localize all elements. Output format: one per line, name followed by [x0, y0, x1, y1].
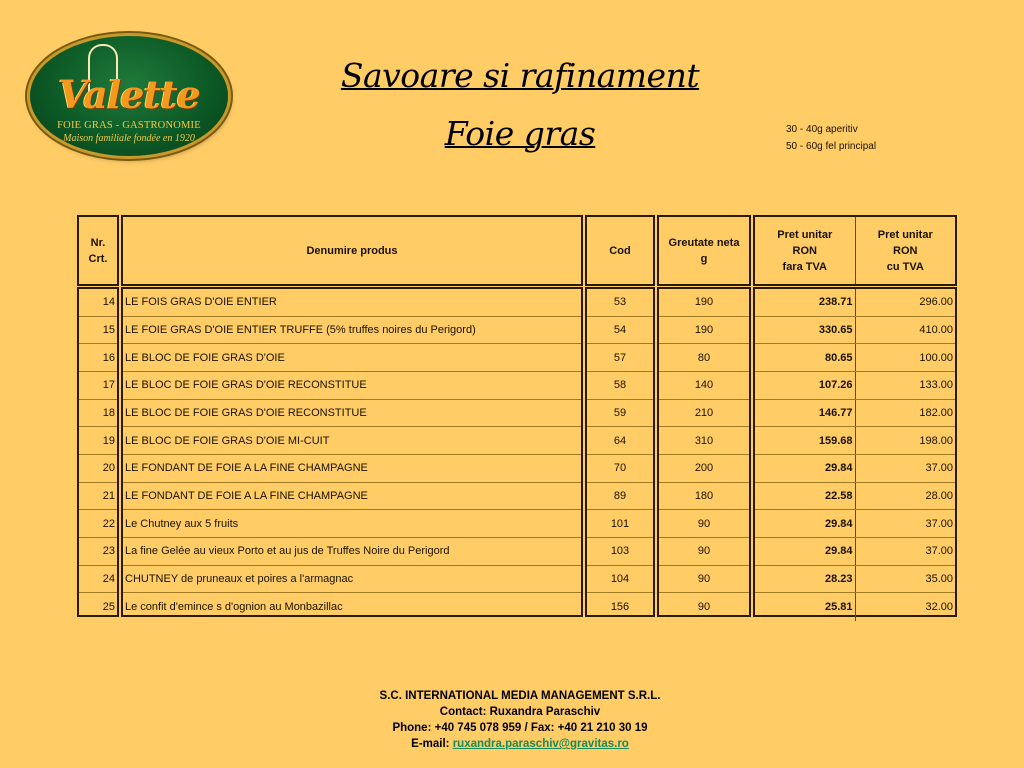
cell-price-net: 330.65 [755, 317, 856, 344]
contact-footer [0, 688, 1024, 752]
cell-nr: 19 [79, 427, 117, 455]
cell-nr: 21 [79, 483, 117, 511]
cell-name: La fine Gelée au vieux Porto et au jus de Truffes Noire du Perigord [123, 538, 581, 566]
portion-note-main: 50 - 60g fel principal [786, 141, 877, 152]
footer-company: S.C. INTERNATIONAL MEDIA MANAGEMENT S.R.L. [379, 690, 661, 702]
table-header [77, 215, 957, 286]
cell-price-vat: 37.00 [925, 462, 953, 475]
cell-price-net: 29.84 [755, 538, 856, 565]
cell-nr: 22 [79, 510, 117, 538]
cell-price-vat: 100.00 [919, 351, 953, 364]
cell-weight: 190 [659, 289, 749, 317]
footer-email-line [0, 736, 1024, 752]
header-nr-line2: Crt. [88, 252, 108, 265]
cell-name: LE FONDANT DE FOIE A LA FINE CHAMPAGNE [123, 455, 581, 483]
table-row-prices [755, 538, 955, 566]
page-subtitle: Foie gras [444, 114, 596, 153]
footer-phone: Phone: +40 745 078 959 / Fax: +40 21 210 30 19 [392, 722, 648, 734]
table-row-prices [755, 289, 955, 317]
cell-nr: 16 [79, 344, 117, 372]
cell-name: LE FOIS GRAS D'OIE ENTIER [123, 289, 581, 317]
cell-code: 103 [587, 538, 653, 566]
column-code [585, 287, 655, 617]
cell-weight: 90 [659, 538, 749, 566]
cell-price-net: 238.71 [755, 289, 856, 316]
cell-name: LE BLOC DE FOIE GRAS D'OIE RECONSTITUE [123, 400, 581, 428]
page-title: Savoare si rafinament [340, 56, 700, 95]
cell-weight: 140 [659, 372, 749, 400]
column-name [121, 287, 583, 617]
table-row-prices [755, 372, 955, 400]
header-weight-line2: g [700, 252, 708, 265]
cell-weight: 90 [659, 510, 749, 538]
table-row-prices [755, 400, 955, 428]
table-row-prices [755, 317, 955, 345]
cell-price-net: 25.81 [755, 593, 856, 621]
cell-weight: 190 [659, 317, 749, 345]
header-price-net: Pret unitar RON fara TVA [777, 228, 833, 273]
header-nr [77, 215, 119, 286]
header-code: Cod [585, 215, 655, 286]
cell-nr: 25 [102, 601, 115, 614]
header-name: Denumire produs [121, 215, 583, 286]
column-nr [77, 287, 119, 617]
cell-price-vat: 37.00 [925, 517, 953, 530]
column-weight [657, 287, 751, 617]
cell-weight: 210 [659, 400, 749, 428]
cell-name: LE BLOC DE FOIE GRAS D'OIE RECONSTITUE [123, 372, 581, 400]
cell-weight: 90 [697, 601, 711, 614]
table-row-prices [755, 483, 955, 511]
cell-code: 53 [587, 289, 653, 317]
table-row-prices [755, 510, 955, 538]
cell-name: LE FOIE GRAS D'OIE ENTIER TRUFFE (5% truffes noires du Perigord) [123, 317, 581, 345]
cell-price-vat: 28.00 [925, 489, 953, 502]
cell-name: Le confit d'emince s d'ognion au Monbazillac [125, 601, 343, 614]
cell-code: 156 [610, 601, 630, 614]
table-row-prices [755, 566, 955, 594]
header-weight [657, 215, 751, 286]
table-row-prices [755, 344, 955, 372]
cell-price-vat: 182.00 [919, 406, 953, 419]
cell-code: 101 [587, 510, 653, 538]
cell-price-vat: 37.00 [925, 545, 953, 558]
cell-price-net: 22.58 [755, 483, 856, 510]
cell-weight: 200 [659, 455, 749, 483]
cell-code: 59 [587, 400, 653, 428]
cell-code: 54 [587, 317, 653, 345]
cell-code: 57 [587, 344, 653, 372]
cell-code: 104 [587, 566, 653, 594]
cell-weight: 80 [659, 344, 749, 372]
cell-nr: 14 [79, 289, 117, 317]
footer-email-label: E-mail: [411, 738, 453, 750]
portion-notes [786, 121, 876, 155]
cell-code: 70 [587, 455, 653, 483]
cell-price-vat: 198.00 [919, 434, 953, 447]
logo-tagline: FOIE GRAS - GASTRONOMIE [57, 120, 201, 131]
cell-price-net: 80.65 [755, 344, 856, 371]
cell-price-vat: 35.00 [925, 572, 953, 585]
footer-email-link[interactable]: ruxandra.paraschiv@gravitas.ro [452, 738, 629, 750]
cell-nr: 15 [79, 317, 117, 345]
table-body [77, 287, 957, 617]
cell-price-vat: 133.00 [919, 379, 953, 392]
footer-contact: Contact: Ruxandra Paraschiv [439, 706, 601, 718]
cell-price-net: 28.23 [755, 566, 856, 593]
cell-price-vat: 296.00 [919, 296, 953, 309]
cell-weight: 180 [659, 483, 749, 511]
cell-name: LE FONDANT DE FOIE A LA FINE CHAMPAGNE [123, 483, 581, 511]
cell-name: LE BLOC DE FOIE GRAS D'OIE MI-CUIT [123, 427, 581, 455]
cell-code: 58 [587, 372, 653, 400]
cell-name: CHUTNEY de pruneaux et poires a l'armagnac [123, 566, 581, 594]
logo-brand: Valette [58, 72, 200, 117]
header-prices [753, 215, 957, 286]
cell-price-net: 159.68 [755, 427, 856, 454]
cell-nr: 17 [79, 372, 117, 400]
cell-nr: 18 [79, 400, 117, 428]
cell-weight: 310 [659, 427, 749, 455]
cell-price-net: 146.77 [755, 400, 856, 427]
cell-nr: 23 [79, 538, 117, 566]
cell-name: Le Chutney aux 5 fruits [123, 510, 581, 538]
cell-name: LE BLOC DE FOIE GRAS D'OIE [123, 344, 581, 372]
portion-note-aperitiv: 30 - 40g aperitiv [786, 124, 858, 135]
table-row-prices [755, 455, 955, 483]
cell-weight: 90 [659, 566, 749, 594]
cell-nr: 20 [79, 455, 117, 483]
cell-code: 64 [587, 427, 653, 455]
cell-price-net: 107.26 [755, 372, 856, 399]
table-row-prices [755, 593, 955, 621]
cell-price-vat: 410.00 [919, 323, 953, 336]
header-weight-line1: Greutate neta [668, 236, 740, 249]
logo-subtagline: Maison familiale fondée en 1920 [63, 133, 195, 144]
cell-price-net: 29.84 [755, 455, 856, 482]
table-row-prices [755, 427, 955, 455]
header-nr-line1: Nr. [90, 236, 106, 249]
cell-price-net: 29.84 [755, 510, 856, 537]
column-prices [753, 287, 957, 617]
cell-nr: 24 [79, 566, 117, 594]
cell-price-vat: 32.00 [925, 601, 953, 614]
header-price-vat: Pret unitar RON cu TVA [855, 217, 956, 284]
cell-code: 89 [587, 483, 653, 511]
